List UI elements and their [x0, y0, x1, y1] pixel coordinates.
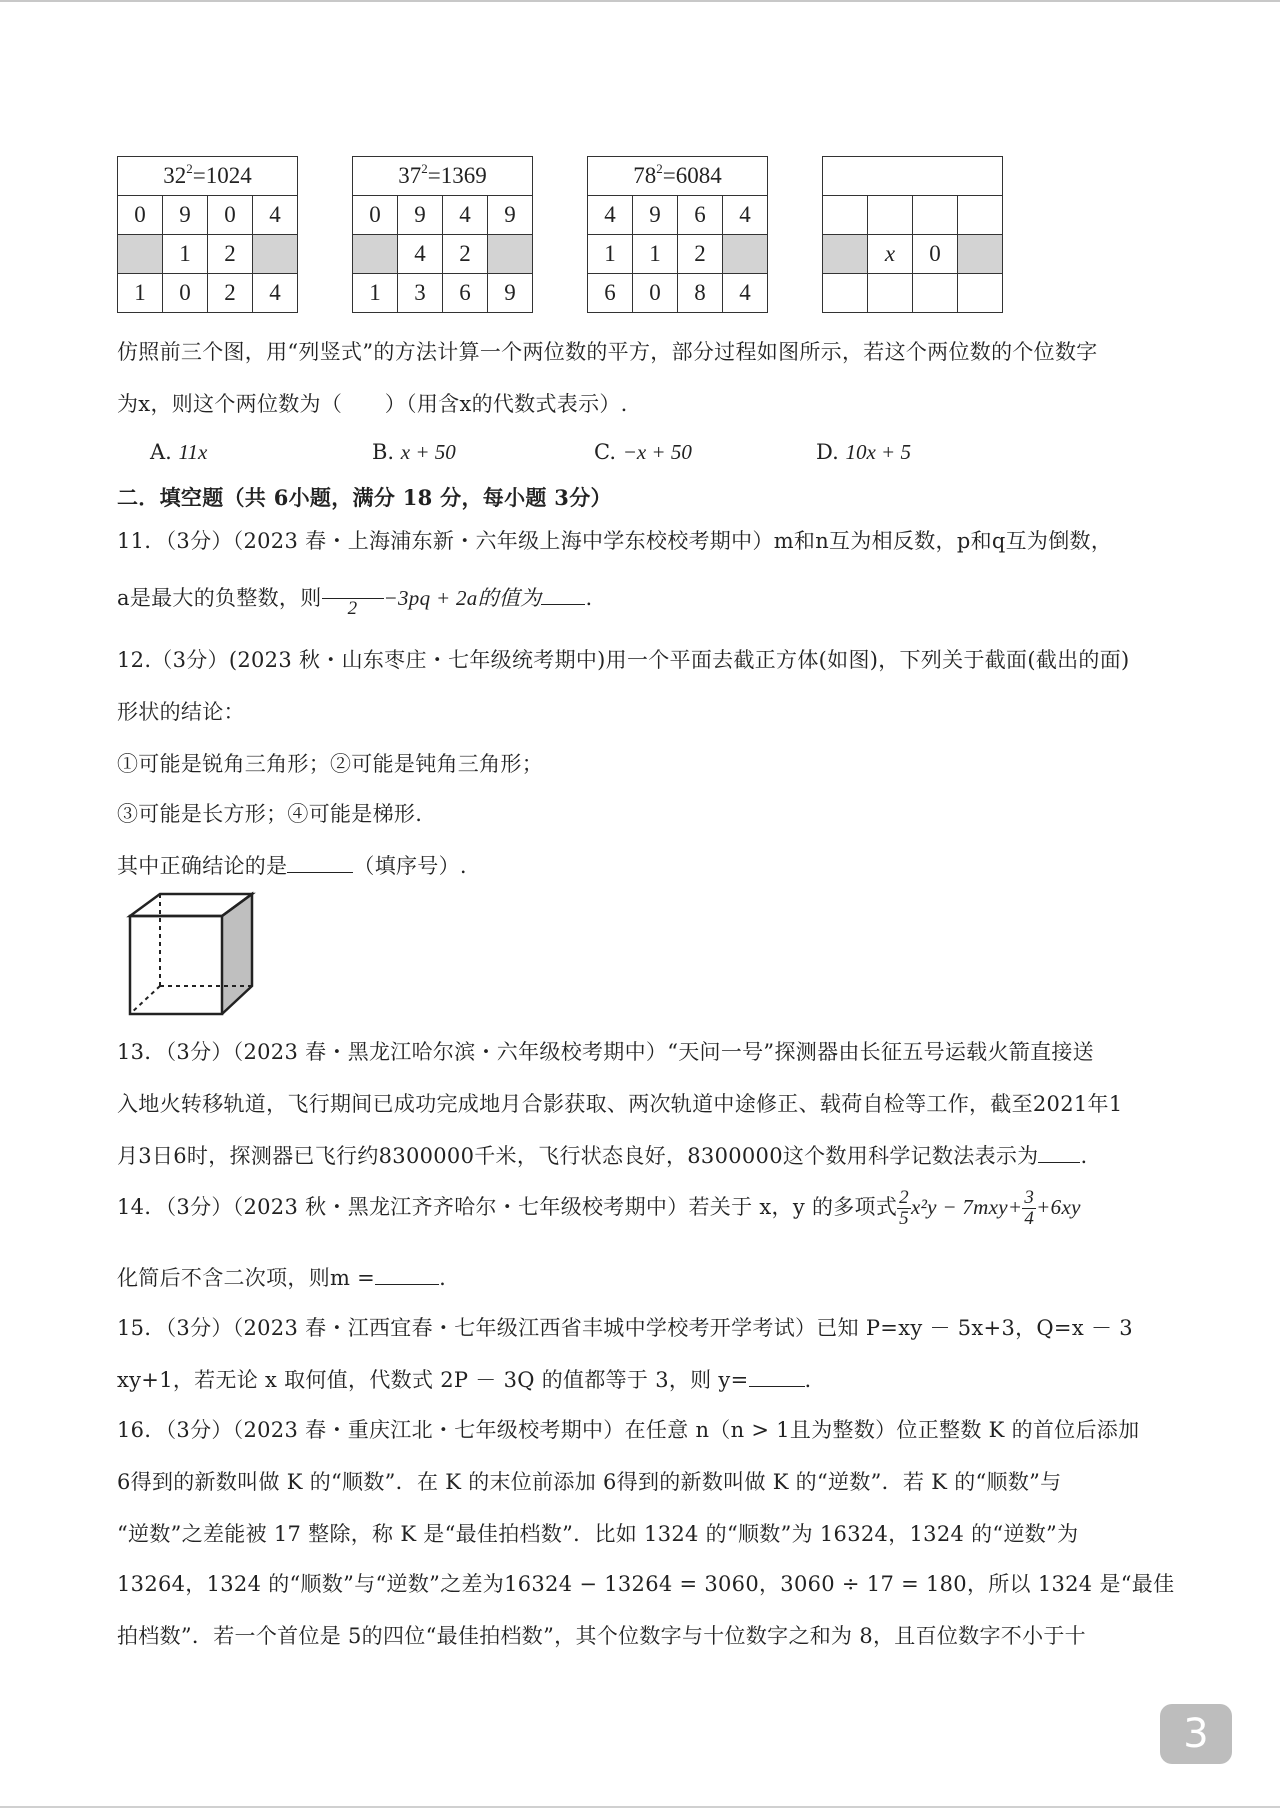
square-grid-unknown	[822, 156, 1003, 313]
grid-cell: 6	[588, 274, 633, 313]
grid-title: $32^2=1024$	[118, 157, 298, 196]
grid-cell: 9	[488, 196, 533, 235]
grid-cell: 9	[633, 196, 678, 235]
grid-cell: 9	[398, 196, 443, 235]
grid-cell	[958, 274, 1003, 313]
grid-cell	[913, 274, 958, 313]
grid-cell-shaded	[353, 235, 398, 274]
q11-line2: a是最大的负整数，则 2 −3pq + 2a的值为 .	[117, 580, 592, 619]
grid-cell: 1	[633, 235, 678, 274]
q16-line3: “逆数”之差能被 17 整除，称 K 是“最佳拍档数”．比如 1324 的“顺数”为 16324，1324 的“逆数”为	[117, 1522, 1079, 1546]
grid-cell	[913, 196, 958, 235]
q16-line1: 16．（3分）（2023 春・重庆江北・七年级校考期中）在任意 n（n > 1且为整数）位正整数 K 的首位后添加	[117, 1418, 1140, 1442]
option-d[interactable]: D. 10x + 5	[816, 440, 911, 464]
cube-figure	[126, 890, 256, 1018]
grid-cell: 6	[678, 196, 723, 235]
grid-cell-shaded	[253, 235, 298, 274]
grid-cell	[868, 274, 913, 313]
grid-cell: 2	[208, 235, 253, 274]
top-border	[0, 0, 1280, 2]
grid-cell: 0	[118, 196, 163, 235]
q14-fraction-2-5: $\frac{2}{5}$	[899, 1187, 909, 1229]
grid-cell: 0	[353, 196, 398, 235]
option-b[interactable]: B. x + 50	[372, 440, 456, 464]
grid-cell: 0	[208, 196, 253, 235]
square-grid-37	[352, 156, 533, 313]
grid-cell: 0	[163, 274, 208, 313]
square-grid-32	[117, 156, 298, 313]
q11-line1: 11．（3分）（2023 春・上海浦东新・六年级上海中学东校校考期中）m和n互为相反数，p和q互为倒数，	[117, 529, 1113, 553]
q12-answer-blank[interactable]	[287, 852, 353, 873]
grid-cell: 1	[163, 235, 208, 274]
grid-cell: 4	[253, 274, 298, 313]
q14-line2: 化简后不含二次项，则m = .	[117, 1266, 447, 1290]
grid-cell: 9	[488, 274, 533, 313]
q14-line1: 14．（3分）（2023 秋・黑龙江齐齐哈尔・七年级校考期中）若关于 x，y 的多项式 $\frac{2}{5}$ x²y − 7mxy+ $\frac{3}{4}$ +6xy	[117, 1187, 1081, 1229]
q15-line1: 15．（3分）（2023 春・江西宜春・七年级江西省丰城中学校考开学考试）已知 P=xy － 5x+3，Q=x － 3	[117, 1316, 1133, 1340]
q16-line2: 6得到的新数叫做 K 的“顺数”．在 K 的末位前添加 6得到的新数叫做 K 的“逆数”．若 K 的“顺数”与	[117, 1470, 1062, 1494]
grid-cell: 3	[398, 274, 443, 313]
grid-cell	[823, 196, 868, 235]
q13-answer-blank[interactable]	[1038, 1142, 1080, 1163]
grid-cell	[958, 196, 1003, 235]
q13-line1: 13．（3分）（2023 春・黑龙江哈尔滨・六年级校考期中）“天问一号”探测器由长征五号运载火箭直接送	[117, 1040, 1094, 1064]
q10-line2: 为x，则这个两位数为（ ）（用含x的代数式表示）.	[117, 392, 628, 416]
grid-cell: x	[868, 235, 913, 274]
grid-cell: 0	[633, 274, 678, 313]
q14-fraction-3-4: $\frac{3}{4}$	[1024, 1187, 1035, 1229]
grid-cell-shaded	[488, 235, 533, 274]
bottom-border	[0, 1806, 1280, 1808]
q16-line5: 拍档数”．若一个首位是 5的四位“最佳拍档数”，其个位数字与十位数字之和为 8，且百位数字不小于十	[117, 1624, 1086, 1648]
section-header: 二．填空题（共 6小题，满分 18 分，每小题 3分）	[117, 485, 612, 510]
q12-line2: 形状的结论：	[117, 700, 245, 724]
grid-cell: 4	[398, 235, 443, 274]
q16-line4: 13264，1324 的“顺数”与“逆数”之差为16324 − 13264 = 3060，3060 ÷ 17 = 180，所以 1324 是“最佳	[117, 1572, 1175, 1596]
grid-cell	[823, 274, 868, 313]
q13-line2: 入地火转移轨道，飞行期间已成功完成地月合影获取、两次轨道中途修正、载荷自检等工作，截至2021年1	[117, 1092, 1123, 1116]
q15-line2: xy+1，若无论 x 取何值，代数式 2P － 3Q 的值都等于 3，则 y= .	[117, 1368, 812, 1392]
grid-cell: 2	[443, 235, 488, 274]
grid-title: $78^2=6084$	[588, 157, 768, 196]
option-a[interactable]: A. 11x	[150, 440, 208, 464]
grid-cell: 1	[353, 274, 398, 313]
q11-fraction: 2	[322, 580, 384, 619]
grid-cell: 0	[913, 235, 958, 274]
grid-cell	[868, 196, 913, 235]
grid-cell: 4	[253, 196, 298, 235]
grid-cell-shaded	[723, 235, 768, 274]
grid-cell: 4	[723, 196, 768, 235]
q12-line5: 其中正确结论的是 （填序号）.	[117, 854, 467, 878]
grid-cell-shaded	[958, 235, 1003, 274]
grid-cell: 4	[723, 274, 768, 313]
q13-line3: 月3日6时，探测器已飞行约8300000千米，飞行状态良好，8300000这个数用科学记数法表示为 .	[117, 1144, 1088, 1168]
q14-answer-blank[interactable]	[375, 1264, 439, 1285]
grid-cell: 1	[118, 274, 163, 313]
grid-cell-shaded	[118, 235, 163, 274]
q12-line1: 12.（3分）(2023 秋・山东枣庄・七年级统考期中)用一个平面去截正方体(如图)，下列关于截面(截出的面)	[117, 648, 1130, 672]
page-number-badge[interactable]: 3	[1160, 1704, 1232, 1764]
q12-line3: ①可能是锐角三角形；②可能是钝角三角形；	[117, 752, 543, 776]
grid-cell: 4	[443, 196, 488, 235]
q15-answer-blank[interactable]	[749, 1366, 805, 1387]
q10-line1: 仿照前三个图，用“列竖式”的方法计算一个两位数的平方，部分过程如图所示，若这个两位数的个位数字	[117, 340, 1098, 364]
q12-line4: ③可能是长方形；④可能是梯形.	[117, 802, 423, 826]
square-grid-78	[587, 156, 768, 313]
grid-cell: 6	[443, 274, 488, 313]
option-c[interactable]: C. −x + 50	[594, 440, 692, 464]
grid-title	[823, 157, 1003, 196]
grid-cell: 4	[588, 196, 633, 235]
grid-title: $37^2=1369$	[353, 157, 533, 196]
grid-cell: 2	[678, 235, 723, 274]
grid-cell-shaded	[823, 235, 868, 274]
grid-cell: 2	[208, 274, 253, 313]
grid-cell: 8	[678, 274, 723, 313]
grid-cell: 9	[163, 196, 208, 235]
q11-answer-blank[interactable]	[541, 584, 585, 605]
grid-cell: 1	[588, 235, 633, 274]
